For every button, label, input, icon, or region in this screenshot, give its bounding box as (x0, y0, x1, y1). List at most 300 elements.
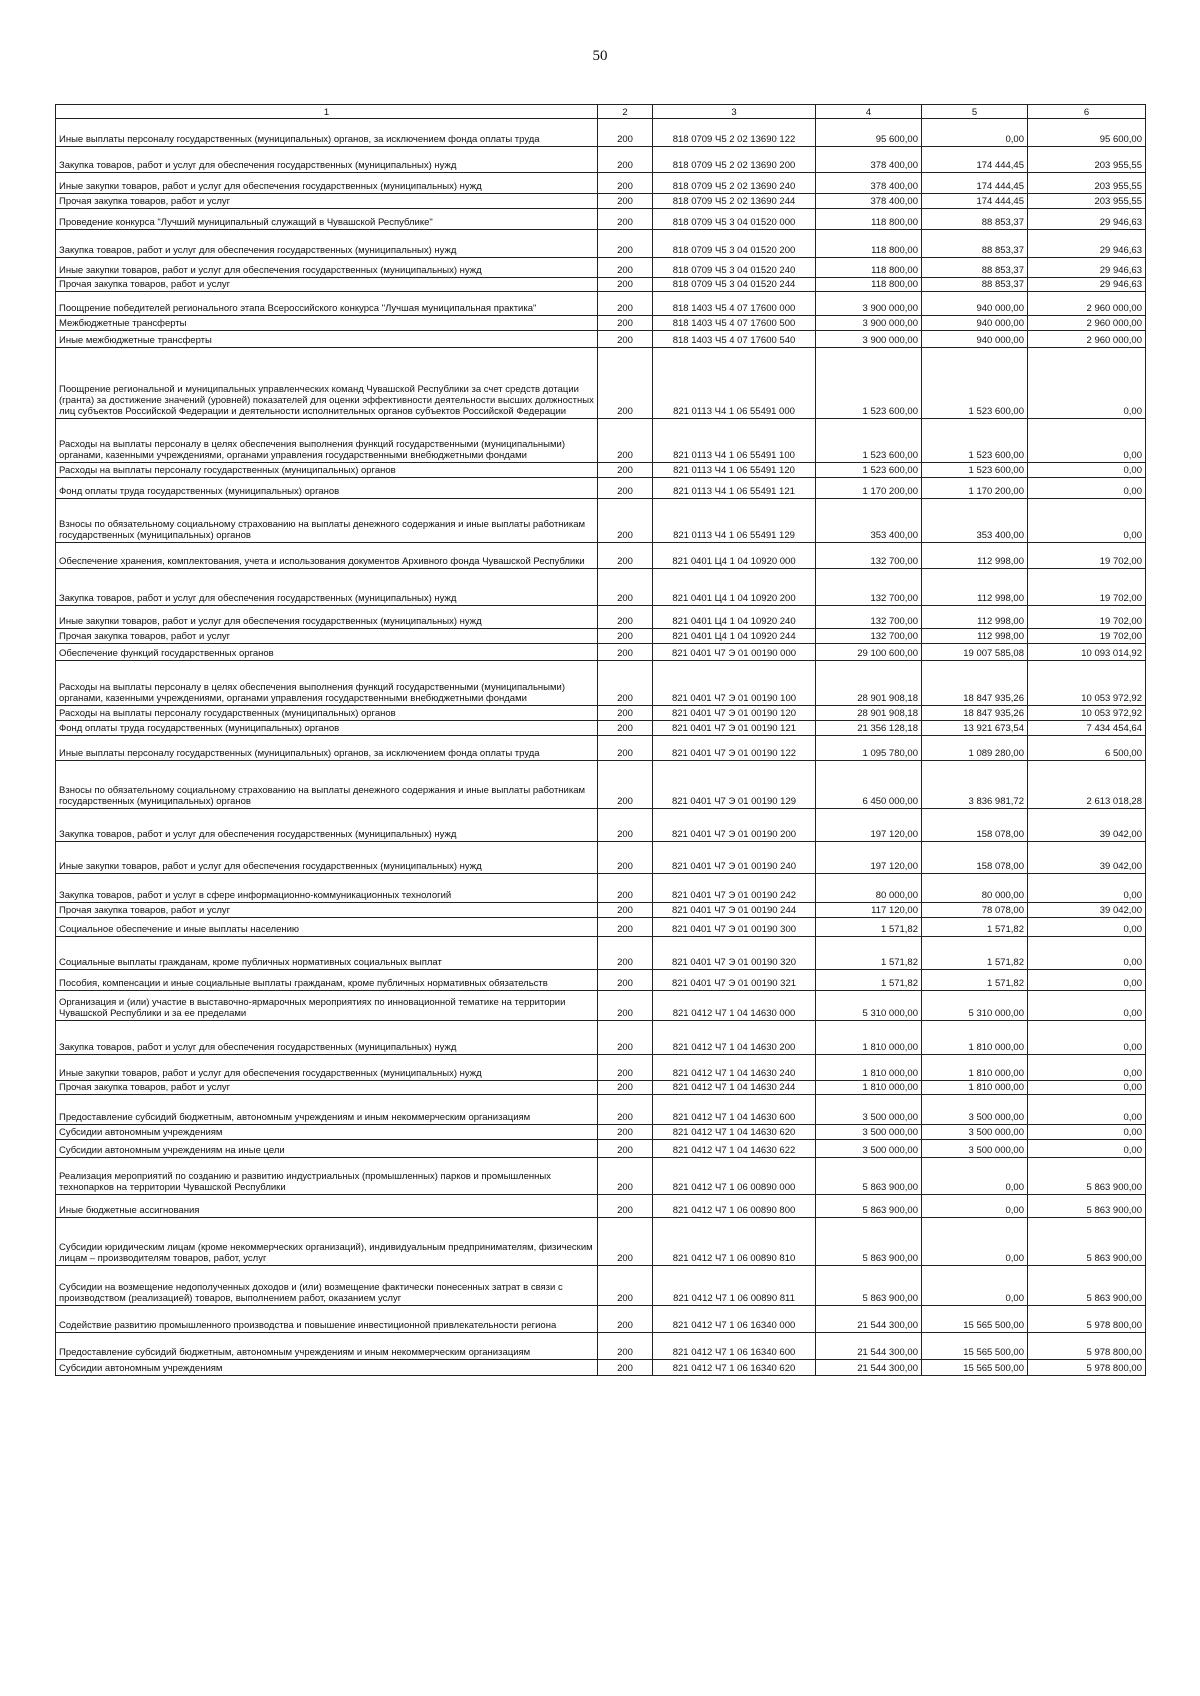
table-row (56, 706, 1146, 721)
row-name: Иные выплаты персоналу государственных (муниципальных) органов, за исключением фонда оплаты труда (56, 736, 598, 761)
table-row (56, 629, 1146, 644)
row-budget-code: 821 0401 Ч7 Э 01 00190 120 (653, 706, 816, 721)
row-name: Закупка товаров, работ и услуг для обеспечения государственных (муниципальных) нужд (56, 147, 598, 173)
row-budget-code: 821 0412 Ч7 1 04 14630 240 (653, 1055, 816, 1081)
row-executed-amount: 158 078,00 (922, 842, 1028, 874)
row-unexecuted-amount: 2 960 000,00 (1028, 316, 1146, 331)
row-line-code: 200 (598, 991, 653, 1021)
table-row (56, 970, 1146, 991)
table-row (56, 721, 1146, 736)
row-unexecuted-amount: 19 702,00 (1028, 629, 1146, 644)
row-unexecuted-amount: 29 946,63 (1028, 230, 1146, 258)
table-row (56, 194, 1146, 209)
row-name: Предоставление субсидий бюджетным, автономным учреждениям и иным некоммерческим организациям (56, 1333, 598, 1360)
row-line-code: 200 (598, 173, 653, 194)
row-line-code: 200 (598, 1266, 653, 1306)
row-approved-amount: 118 800,00 (816, 230, 922, 258)
row-budget-code: 821 0412 Ч7 1 06 16340 600 (653, 1333, 816, 1360)
row-executed-amount: 940 000,00 (922, 292, 1028, 316)
row-budget-code: 821 0401 Ч7 Э 01 00190 200 (653, 809, 816, 842)
row-unexecuted-amount: 5 978 800,00 (1028, 1333, 1146, 1360)
table-row (56, 147, 1146, 173)
row-approved-amount: 118 800,00 (816, 258, 922, 278)
row-name: Закупка товаров, работ и услуг в сфере информационно-коммуникационных технологий (56, 874, 598, 903)
row-line-code: 200 (598, 1125, 653, 1140)
row-name: Организация и (или) участие в выставочно-ярмарочных мероприятиях по инновационной тематике на территории Чувашской Республики и за ее пределами (56, 991, 598, 1021)
row-line-code: 200 (598, 1333, 653, 1360)
row-line-code: 200 (598, 278, 653, 292)
table-row (56, 316, 1146, 331)
row-line-code: 200 (598, 1095, 653, 1125)
row-name: Прочая закупка товаров, работ и услуг (56, 1081, 598, 1095)
row-approved-amount: 132 700,00 (816, 606, 922, 629)
row-name: Фонд оплаты труда государственных (муниципальных) органов (56, 721, 598, 736)
row-executed-amount: 1 810 000,00 (922, 1081, 1028, 1095)
budget-execution-table (55, 104, 1146, 1376)
row-unexecuted-amount: 29 946,63 (1028, 258, 1146, 278)
row-name: Взносы по обязательному социальному страхованию на выплаты денежного содержания и иные выплаты работникам государственных (муниципальных) органов (56, 761, 598, 809)
row-line-code: 200 (598, 478, 653, 499)
row-unexecuted-amount: 0,00 (1028, 348, 1146, 419)
table-row (56, 661, 1146, 706)
row-name: Межбюджетные трансферты (56, 316, 598, 331)
row-executed-amount: 15 565 500,00 (922, 1306, 1028, 1333)
row-line-code: 200 (598, 1081, 653, 1095)
row-line-code: 200 (598, 1055, 653, 1081)
row-executed-amount: 112 998,00 (922, 569, 1028, 606)
row-unexecuted-amount: 0,00 (1028, 1081, 1146, 1095)
row-name: Содействие развитию промышленного производства и повышение инвестиционной привлекательности региона (56, 1306, 598, 1333)
row-name: Субсидии юридическим лицам (кроме некоммерческих организаций), индивидуальным предпринимателям, физическим лицам – производителям товаров, работ, услуг (56, 1218, 598, 1266)
row-budget-code: 821 0412 Ч7 1 06 00890 810 (653, 1218, 816, 1266)
row-budget-code: 821 0113 Ч4 1 06 55491 120 (653, 463, 816, 478)
table-row (56, 1158, 1146, 1195)
row-line-code: 200 (598, 419, 653, 463)
row-name: Иные закупки товаров, работ и услуг для обеспечения государственных (муниципальных) нужд (56, 258, 598, 278)
row-executed-amount: 15 565 500,00 (922, 1360, 1028, 1376)
row-line-code: 200 (598, 230, 653, 258)
row-unexecuted-amount: 0,00 (1028, 874, 1146, 903)
row-approved-amount: 118 800,00 (816, 278, 922, 292)
row-budget-code: 818 0709 Ч5 3 04 01520 000 (653, 209, 816, 230)
row-budget-code: 821 0401 Ч7 Э 01 00190 240 (653, 842, 816, 874)
table-row (56, 1021, 1146, 1055)
row-approved-amount: 80 000,00 (816, 874, 922, 903)
row-budget-code: 821 0401 Ч7 Э 01 00190 244 (653, 903, 816, 918)
row-unexecuted-amount: 39 042,00 (1028, 903, 1146, 918)
row-line-code: 200 (598, 874, 653, 903)
row-approved-amount: 21 544 300,00 (816, 1333, 922, 1360)
row-executed-amount: 0,00 (922, 1158, 1028, 1195)
row-executed-amount: 940 000,00 (922, 331, 1028, 348)
row-line-code: 200 (598, 316, 653, 331)
row-budget-code: 821 0401 Ч7 Э 01 00190 000 (653, 644, 816, 661)
row-budget-code: 821 0412 Ч7 1 04 14630 620 (653, 1125, 816, 1140)
row-approved-amount: 378 400,00 (816, 173, 922, 194)
row-approved-amount: 1 810 000,00 (816, 1055, 922, 1081)
row-approved-amount: 5 863 900,00 (816, 1195, 922, 1218)
row-name: Иные выплаты персоналу государственных (муниципальных) органов, за исключением фонда оплаты труда (56, 119, 598, 147)
row-name: Иные закупки товаров, работ и услуг для обеспечения государственных (муниципальных) нужд (56, 1055, 598, 1081)
row-unexecuted-amount: 0,00 (1028, 991, 1146, 1021)
page-number: 50 (592, 48, 608, 64)
row-executed-amount: 18 847 935,26 (922, 706, 1028, 721)
row-line-code: 200 (598, 292, 653, 316)
table-row (56, 173, 1146, 194)
row-line-code: 200 (598, 569, 653, 606)
row-budget-code: 818 1403 Ч5 4 07 17600 540 (653, 331, 816, 348)
row-unexecuted-amount: 0,00 (1028, 499, 1146, 543)
row-unexecuted-amount: 19 702,00 (1028, 569, 1146, 606)
row-executed-amount: 19 007 585,08 (922, 644, 1028, 661)
row-approved-amount: 1 523 600,00 (816, 463, 922, 478)
row-unexecuted-amount: 0,00 (1028, 1125, 1146, 1140)
row-approved-amount: 5 863 900,00 (816, 1266, 922, 1306)
table-row (56, 478, 1146, 499)
row-name: Субсидии автономным учреждениям (56, 1360, 598, 1376)
row-unexecuted-amount: 5 863 900,00 (1028, 1158, 1146, 1195)
row-budget-code: 821 0401 Ч7 Э 01 00190 122 (653, 736, 816, 761)
row-line-code: 200 (598, 706, 653, 721)
row-executed-amount: 1 571,82 (922, 918, 1028, 937)
row-approved-amount: 95 600,00 (816, 119, 922, 147)
row-unexecuted-amount: 29 946,63 (1028, 209, 1146, 230)
row-line-code: 200 (598, 629, 653, 644)
row-line-code: 200 (598, 499, 653, 543)
row-name: Обеспечение хранения, комплектования, учета и использования документов Архивного фонда Чувашской Республики (56, 543, 598, 569)
row-line-code: 200 (598, 119, 653, 147)
row-approved-amount: 3 500 000,00 (816, 1095, 922, 1125)
row-budget-code: 821 0113 Ч4 1 06 55491 100 (653, 419, 816, 463)
row-name: Пособия, компенсации и иные социальные выплаты гражданам, кроме публичных нормативных обязательств (56, 970, 598, 991)
row-approved-amount: 1 095 780,00 (816, 736, 922, 761)
row-executed-amount: 1 523 600,00 (922, 419, 1028, 463)
row-budget-code: 818 0709 Ч5 2 02 13690 240 (653, 173, 816, 194)
table-row (56, 230, 1146, 258)
row-approved-amount: 5 863 900,00 (816, 1218, 922, 1266)
row-unexecuted-amount: 7 434 454,64 (1028, 721, 1146, 736)
row-budget-code: 821 0401 Ц4 1 04 10920 200 (653, 569, 816, 606)
table-row (56, 1360, 1146, 1376)
row-executed-amount: 3 500 000,00 (922, 1125, 1028, 1140)
row-line-code: 200 (598, 661, 653, 706)
row-approved-amount: 6 450 000,00 (816, 761, 922, 809)
table-row (56, 258, 1146, 278)
row-approved-amount: 118 800,00 (816, 209, 922, 230)
row-name: Проведение конкурса "Лучший муниципальный служащий в Чувашской Республике" (56, 209, 598, 230)
table-row (56, 991, 1146, 1021)
row-name: Обеспечение функций государственных органов (56, 644, 598, 661)
row-line-code: 200 (598, 258, 653, 278)
row-budget-code: 821 0401 Ч7 Э 01 00190 100 (653, 661, 816, 706)
row-line-code: 200 (598, 331, 653, 348)
row-line-code: 200 (598, 463, 653, 478)
row-approved-amount: 21 356 128,18 (816, 721, 922, 736)
row-line-code: 200 (598, 348, 653, 419)
table-row (56, 809, 1146, 842)
row-approved-amount: 3 900 000,00 (816, 292, 922, 316)
row-name: Закупка товаров, работ и услуг для обеспечения государственных (муниципальных) нужд (56, 230, 598, 258)
table-row (56, 761, 1146, 809)
row-name: Расходы на выплаты персоналу государственных (муниципальных) органов (56, 706, 598, 721)
row-executed-amount: 88 853,37 (922, 278, 1028, 292)
row-line-code: 200 (598, 543, 653, 569)
row-budget-code: 821 0113 Ч4 1 06 55491 121 (653, 478, 816, 499)
table-row (56, 1081, 1146, 1095)
row-line-code: 200 (598, 970, 653, 991)
row-budget-code: 821 0412 Ч7 1 04 14630 244 (653, 1081, 816, 1095)
table-row (56, 119, 1146, 147)
row-unexecuted-amount: 0,00 (1028, 918, 1146, 937)
row-budget-code: 818 0709 Ч5 2 02 13690 244 (653, 194, 816, 209)
table-row (56, 918, 1146, 937)
row-name: Взносы по обязательному социальному страхованию на выплаты денежного содержания и иные выплаты работникам государственных (муниципальных) органов (56, 499, 598, 543)
table-row (56, 331, 1146, 348)
row-unexecuted-amount: 39 042,00 (1028, 809, 1146, 842)
row-unexecuted-amount: 0,00 (1028, 463, 1146, 478)
table-row (56, 606, 1146, 629)
row-unexecuted-amount: 5 863 900,00 (1028, 1218, 1146, 1266)
row-unexecuted-amount: 0,00 (1028, 1021, 1146, 1055)
column-header-unexecuted: 6 (1028, 105, 1146, 119)
table-row (56, 209, 1146, 230)
row-line-code: 200 (598, 1360, 653, 1376)
row-name: Расходы на выплаты персоналу в целях обеспечения выполнения функций государственными (муниципальными) органами, казенными учреждениями, органами управления государственными внебюджетными фондами (56, 661, 598, 706)
row-line-code: 200 (598, 1158, 653, 1195)
row-name: Иные закупки товаров, работ и услуг для обеспечения государственных (муниципальных) нужд (56, 606, 598, 629)
row-name: Прочая закупка товаров, работ и услуг (56, 278, 598, 292)
row-budget-code: 821 0401 Ч7 Э 01 00190 300 (653, 918, 816, 937)
row-budget-code: 821 0412 Ч7 1 06 16340 620 (653, 1360, 816, 1376)
table-row (56, 543, 1146, 569)
row-executed-amount: 174 444,45 (922, 147, 1028, 173)
table-row (56, 874, 1146, 903)
row-unexecuted-amount: 95 600,00 (1028, 119, 1146, 147)
row-unexecuted-amount: 2 960 000,00 (1028, 331, 1146, 348)
row-unexecuted-amount: 6 500,00 (1028, 736, 1146, 761)
row-budget-code: 818 1403 Ч5 4 07 17600 500 (653, 316, 816, 331)
row-approved-amount: 5 310 000,00 (816, 991, 922, 1021)
row-executed-amount: 0,00 (922, 119, 1028, 147)
row-approved-amount: 1 571,82 (816, 918, 922, 937)
table-row (56, 1195, 1146, 1218)
row-unexecuted-amount: 0,00 (1028, 937, 1146, 970)
row-unexecuted-amount: 5 863 900,00 (1028, 1195, 1146, 1218)
row-line-code: 200 (598, 1021, 653, 1055)
table-row (56, 1125, 1146, 1140)
row-executed-amount: 112 998,00 (922, 606, 1028, 629)
row-executed-amount: 3 836 981,72 (922, 761, 1028, 809)
row-approved-amount: 3 900 000,00 (816, 331, 922, 348)
row-name: Поощрение победителей регионального этапа Всероссийского конкурса "Лучшая муниципальная практика" (56, 292, 598, 316)
row-budget-code: 818 0709 Ч5 3 04 01520 244 (653, 278, 816, 292)
table-row (56, 292, 1146, 316)
table-row (56, 1218, 1146, 1266)
table-row (56, 736, 1146, 761)
row-name: Субсидии автономным учреждениям на иные цели (56, 1140, 598, 1158)
row-executed-amount: 3 500 000,00 (922, 1095, 1028, 1125)
table-row (56, 1140, 1146, 1158)
table-row (56, 1095, 1146, 1125)
row-budget-code: 821 0401 Ц4 1 04 10920 240 (653, 606, 816, 629)
row-executed-amount: 1 523 600,00 (922, 348, 1028, 419)
table-row (56, 419, 1146, 463)
row-budget-code: 821 0113 Ч4 1 06 55491 129 (653, 499, 816, 543)
row-budget-code: 821 0401 Ч7 Э 01 00190 121 (653, 721, 816, 736)
row-executed-amount: 78 078,00 (922, 903, 1028, 918)
row-executed-amount: 1 523 600,00 (922, 463, 1028, 478)
row-name: Закупка товаров, работ и услуг для обеспечения государственных (муниципальных) нужд (56, 809, 598, 842)
row-executed-amount: 940 000,00 (922, 316, 1028, 331)
table-row (56, 903, 1146, 918)
row-line-code: 200 (598, 761, 653, 809)
table-row (56, 937, 1146, 970)
row-approved-amount: 378 400,00 (816, 194, 922, 209)
column-header-budget-code: 3 (653, 105, 816, 119)
row-budget-code: 821 0412 Ч7 1 06 16340 000 (653, 1306, 816, 1333)
row-unexecuted-amount: 2 613 018,28 (1028, 761, 1146, 809)
row-unexecuted-amount: 10 053 972,92 (1028, 661, 1146, 706)
row-unexecuted-amount: 0,00 (1028, 1140, 1146, 1158)
row-line-code: 200 (598, 644, 653, 661)
row-approved-amount: 1 523 600,00 (816, 348, 922, 419)
row-budget-code: 818 0709 Ч5 2 02 13690 122 (653, 119, 816, 147)
table-row (56, 1306, 1146, 1333)
row-unexecuted-amount: 203 955,55 (1028, 147, 1146, 173)
row-budget-code: 821 0412 Ч7 1 04 14630 622 (653, 1140, 816, 1158)
row-budget-code: 821 0412 Ч7 1 04 14630 600 (653, 1095, 816, 1125)
row-approved-amount: 28 901 908,18 (816, 661, 922, 706)
row-unexecuted-amount: 39 042,00 (1028, 842, 1146, 874)
row-executed-amount: 1 571,82 (922, 970, 1028, 991)
row-unexecuted-amount: 5 863 900,00 (1028, 1266, 1146, 1306)
table-row (56, 1055, 1146, 1081)
row-approved-amount: 197 120,00 (816, 809, 922, 842)
row-name: Иные закупки товаров, работ и услуг для обеспечения государственных (муниципальных) нужд (56, 842, 598, 874)
row-approved-amount: 1 810 000,00 (816, 1081, 922, 1095)
row-name: Иные бюджетные ассигнования (56, 1195, 598, 1218)
row-approved-amount: 29 100 600,00 (816, 644, 922, 661)
row-line-code: 200 (598, 918, 653, 937)
row-budget-code: 821 0401 Ч7 Э 01 00190 320 (653, 937, 816, 970)
row-line-code: 200 (598, 209, 653, 230)
row-unexecuted-amount: 29 946,63 (1028, 278, 1146, 292)
row-executed-amount: 112 998,00 (922, 629, 1028, 644)
row-approved-amount: 117 120,00 (816, 903, 922, 918)
row-unexecuted-amount: 19 702,00 (1028, 543, 1146, 569)
row-executed-amount: 0,00 (922, 1195, 1028, 1218)
table-row (56, 842, 1146, 874)
row-approved-amount: 197 120,00 (816, 842, 922, 874)
row-executed-amount: 174 444,45 (922, 173, 1028, 194)
row-unexecuted-amount: 0,00 (1028, 1095, 1146, 1125)
row-budget-code: 821 0412 Ч7 1 06 00890 800 (653, 1195, 816, 1218)
row-executed-amount: 15 565 500,00 (922, 1333, 1028, 1360)
row-line-code: 200 (598, 147, 653, 173)
row-line-code: 200 (598, 937, 653, 970)
row-executed-amount: 18 847 935,26 (922, 661, 1028, 706)
row-executed-amount: 3 500 000,00 (922, 1140, 1028, 1158)
table-body (56, 119, 1146, 1376)
row-unexecuted-amount: 203 955,55 (1028, 194, 1146, 209)
row-executed-amount: 1 810 000,00 (922, 1055, 1028, 1081)
column-header-name: 1 (56, 105, 598, 119)
row-budget-code: 821 0412 Ч7 1 04 14630 000 (653, 991, 816, 1021)
table-row (56, 463, 1146, 478)
row-approved-amount: 5 863 900,00 (816, 1158, 922, 1195)
row-unexecuted-amount: 0,00 (1028, 478, 1146, 499)
row-name: Предоставление субсидий бюджетным, автономным учреждениям и иным некоммерческим организациям (56, 1095, 598, 1125)
row-executed-amount: 1 089 280,00 (922, 736, 1028, 761)
row-approved-amount: 1 170 200,00 (816, 478, 922, 499)
table-row (56, 278, 1146, 292)
row-line-code: 200 (598, 1306, 653, 1333)
column-header-line-code: 2 (598, 105, 653, 119)
row-unexecuted-amount: 2 960 000,00 (1028, 292, 1146, 316)
row-name: Расходы на выплаты персоналу в целях обеспечения выполнения функций государственными (муниципальными) органами, казенными учреждениями, органами управления государственными внебюджетными фондами (56, 419, 598, 463)
row-executed-amount: 353 400,00 (922, 499, 1028, 543)
row-line-code: 200 (598, 903, 653, 918)
row-budget-code: 821 0412 Ч7 1 04 14630 200 (653, 1021, 816, 1055)
row-approved-amount: 3 500 000,00 (816, 1125, 922, 1140)
row-budget-code: 821 0412 Ч7 1 06 00890 000 (653, 1158, 816, 1195)
row-executed-amount: 80 000,00 (922, 874, 1028, 903)
row-approved-amount: 21 544 300,00 (816, 1306, 922, 1333)
row-name: Фонд оплаты труда государственных (муниципальных) органов (56, 478, 598, 499)
row-approved-amount: 3 900 000,00 (816, 316, 922, 331)
table-row (56, 1266, 1146, 1306)
table-row (56, 569, 1146, 606)
row-executed-amount: 174 444,45 (922, 194, 1028, 209)
row-approved-amount: 28 901 908,18 (816, 706, 922, 721)
row-approved-amount: 3 500 000,00 (816, 1140, 922, 1158)
row-line-code: 200 (598, 606, 653, 629)
row-unexecuted-amount: 0,00 (1028, 419, 1146, 463)
row-line-code: 200 (598, 1195, 653, 1218)
row-budget-code: 821 0113 Ч4 1 06 55491 000 (653, 348, 816, 419)
row-line-code: 200 (598, 809, 653, 842)
row-budget-code: 821 0412 Ч7 1 06 00890 811 (653, 1266, 816, 1306)
row-line-code: 200 (598, 842, 653, 874)
row-line-code: 200 (598, 721, 653, 736)
row-budget-code: 821 0401 Ч7 Э 01 00190 129 (653, 761, 816, 809)
column-header-approved: 4 (816, 105, 922, 119)
row-name: Субсидии автономным учреждениям (56, 1125, 598, 1140)
row-name: Социальное обеспечение и иные выплаты населению (56, 918, 598, 937)
row-executed-amount: 158 078,00 (922, 809, 1028, 842)
row-name: Закупка товаров, работ и услуг для обеспечения государственных (муниципальных) нужд (56, 569, 598, 606)
row-executed-amount: 0,00 (922, 1218, 1028, 1266)
row-approved-amount: 132 700,00 (816, 543, 922, 569)
row-unexecuted-amount: 5 978 800,00 (1028, 1306, 1146, 1333)
row-name: Прочая закупка товаров, работ и услуг (56, 903, 598, 918)
row-unexecuted-amount: 5 978 800,00 (1028, 1360, 1146, 1376)
row-budget-code: 821 0401 Ц4 1 04 10920 000 (653, 543, 816, 569)
row-executed-amount: 1 810 000,00 (922, 1021, 1028, 1055)
row-approved-amount: 1 810 000,00 (816, 1021, 922, 1055)
row-unexecuted-amount: 203 955,55 (1028, 173, 1146, 194)
row-executed-amount: 1 571,82 (922, 937, 1028, 970)
row-unexecuted-amount: 0,00 (1028, 1055, 1146, 1081)
column-number-row (56, 105, 1146, 119)
row-executed-amount: 5 310 000,00 (922, 991, 1028, 1021)
row-budget-code: 818 0709 Ч5 2 02 13690 200 (653, 147, 816, 173)
row-executed-amount: 0,00 (922, 1266, 1028, 1306)
row-executed-amount: 88 853,37 (922, 258, 1028, 278)
row-executed-amount: 88 853,37 (922, 209, 1028, 230)
row-approved-amount: 132 700,00 (816, 569, 922, 606)
row-name: Субсидии на возмещение недополученных доходов и (или) возмещение фактически понесенных затрат в связи с производством (реализацией) товаров, выполнением работ, оказанием услуг (56, 1266, 598, 1306)
